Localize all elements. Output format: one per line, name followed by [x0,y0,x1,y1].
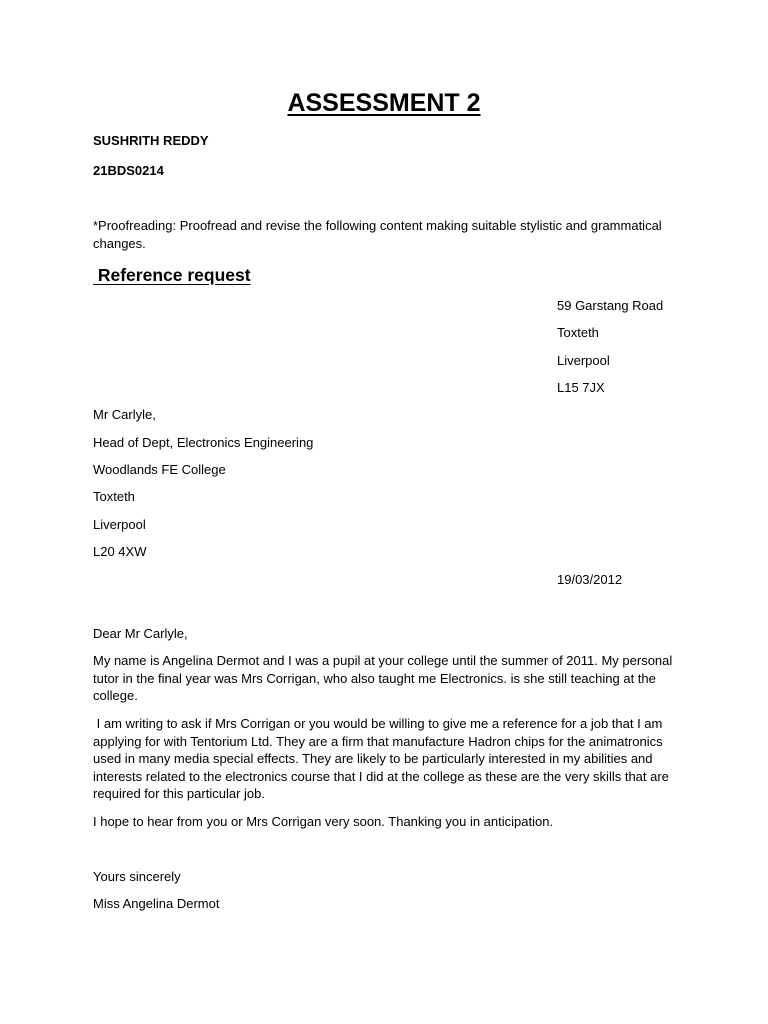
letter-subheading-text: Reference request [93,265,251,285]
letter-salutation: Dear Mr Carlyle, [93,626,188,641]
letter-closing: Yours sincerely [93,869,181,884]
recipient-address-line: L20 4XW [93,544,147,559]
sender-address-line: L15 7JX [557,380,605,395]
letter-paragraph: I am writing to ask if Mrs Corrigan or you would be willing to give me a reference for a job that I am applying for with Tentorium Ltd. They are a firm that manufacture Hadron chips for the animatronics used in many media special effects. They are likely to be particularly interested in my abilities and interests related to the electronics course that I did at the college as these are the very skills that are required for this particular job. [93,716,673,802]
recipient-address-line: Woodlands FE College [93,462,226,477]
recipient-address-line: Liverpool [93,517,146,532]
student-name: SUSHRITH REDDY [93,133,209,148]
letter-paragraph: My name is Angelina Dermot and I was a pupil at your college until the summer of 2011. My personal tutor in the final year was Mrs Corrigan, who also taught me Electronics. is she still teaching at the college. [93,653,673,704]
document-title-text: ASSESSMENT 2 [287,89,481,117]
letter-signature: Miss Angelina Dermot [93,896,220,911]
letter-paragraph: I hope to hear from you or Mrs Corrigan very soon. Thanking you in anticipation. [93,814,554,829]
letter-date: 19/03/2012 [557,572,623,587]
recipient-address-line: Toxteth [93,489,135,504]
student-id: 21BDS0214 [93,163,164,178]
recipient-address-line: Mr Carlyle, [93,407,156,422]
instruction-text: *Proofreading: Proofread and revise the following content making suitable stylistic and grammatical changes. [93,218,662,251]
sender-address-line: Toxteth [557,325,599,340]
document-title [0,86,768,120]
sender-address-line: Liverpool [557,353,610,368]
recipient-address-line: Head of Dept, Electronics Engineering [93,435,314,450]
sender-address-line: 59 Garstang Road [557,298,664,313]
letter-subheading [93,263,251,287]
